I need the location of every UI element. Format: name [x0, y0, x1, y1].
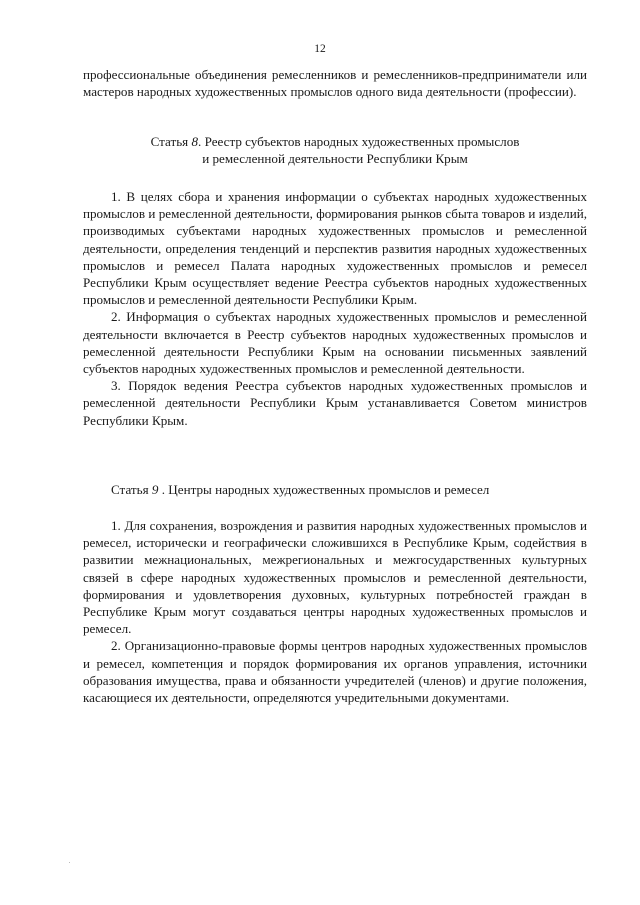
article-8-title-line2: и ремесленной деятельности Республики Крым [202, 151, 468, 167]
article-8-paragraph-3: 3. Порядок ведения Реестра субъектов народных художественных промыслов и ремесленной деятельности Республики Крым устанавливается Советом министров Республики Крым. [83, 378, 587, 428]
page-number: 12 [314, 43, 326, 55]
article-9-paragraph-2: 2. Организационно-правовые формы центров народных художественных промыслов и ремесел, компетенция и порядок формирования их органов управления, источники образования имущества, права и обязанности учредителей (членов) и другие положения, касающиеся их деятельности, определяются учредительными документами. [83, 638, 587, 706]
article-9-paragraph-1: 1. Для сохранения, возрождения и развития народных художественных промыслов и ремесел, исторически и географически сложившихся в Республике Крым, содействия в развитии межнациональных, межрегиональных и межгосударственных культурных связей в сфере народных художественных промыслов и ремесленной деятельности, формирования и удовлетворения духовных, культурных потребностей граждан в Республике Крым могут создаваться центры народных художественных промыслов и ремесел. [83, 518, 587, 637]
article-8-heading [83, 133, 587, 167]
article-9-title: Статья 9 . Центры народных художественных промыслов и ремесел [111, 482, 490, 497]
article-8-paragraph-1: 1. В целях сбора и хранения информации о субъектах народных художественных промыслов и ремесленной деятельности, формирования рынков сбыта товаров и изделий, производимых субъектами народных художественных промыслов и ремесленной деятельности, определения тенденций и перспектив развития народных художественных промыслов и ремесел Палата народных художественных промыслов и ремесел Республики Крым осуществляет ведение Реестра субъектов народных художественных промыслов и ремесленной деятельности Республики Крым. [83, 189, 587, 308]
scan-speck [69, 862, 70, 863]
article-9-prefix: Статья [111, 482, 149, 497]
intro-paragraph: профессиональные объединения ремесленников и ремесленников-предприниматели или мастеров народных художественных промыслов одного вида деятельности (профессии). [83, 67, 587, 100]
article-9-heading [83, 481, 587, 498]
article-8-paragraph-2: 2. Информация о субъектах народных художественных промыслов и ремесленной деятельности включается в Реестр субъектов народных художественных промыслов и ремесленной деятельности Республики Крым на основании письменных заявлений субъектов народных художественных промыслов и ремесленной деятельности. [83, 309, 587, 377]
article-8-title-line1: Статья 8. Реестр субъектов народных художественных промыслов [150, 134, 520, 149]
article-8-prefix: Статья [150, 134, 189, 149]
article-9-number: 9 [151, 482, 159, 497]
article-8-body [83, 188, 587, 429]
article-9-body [83, 517, 587, 706]
article-8-number: 8 [191, 134, 199, 149]
